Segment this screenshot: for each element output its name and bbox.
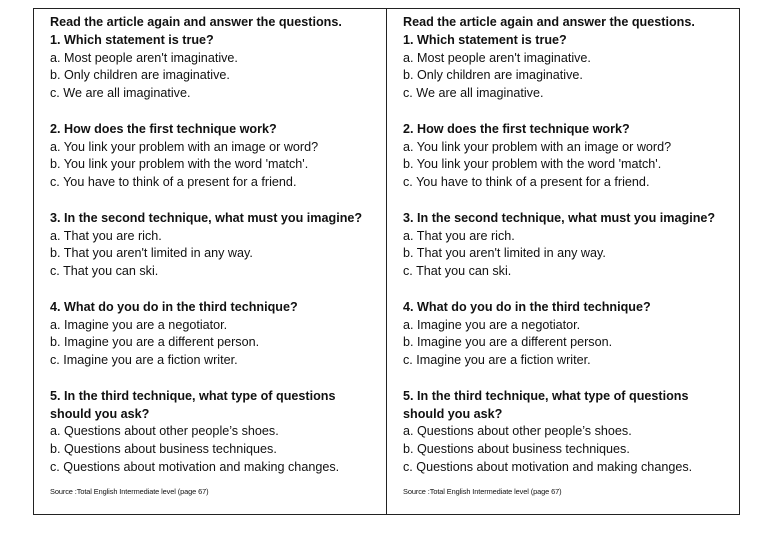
- question-block: [50, 210, 382, 281]
- question-block: [50, 121, 382, 192]
- question-text: 3. In the second technique, what must you imagine?: [403, 210, 716, 225]
- answer-option: a. You link your problem with an image or word?: [50, 139, 319, 154]
- answer-option: b. That you aren't limited in any way.: [403, 246, 606, 261]
- answer-option: a. Questions about other people’s shoes.: [403, 424, 632, 439]
- answer-option: a. Questions about other people’s shoes.: [50, 424, 279, 439]
- answer-option: a. Most people aren't imaginative.: [403, 50, 591, 65]
- question-text: 4. What do you do in the third technique?: [50, 299, 298, 314]
- answer-option: b. That you aren't limited in any way.: [50, 246, 253, 261]
- answer-option: b. Questions about business techniques.: [50, 442, 277, 457]
- answer-option: c. Questions about motivation and making changes.: [50, 459, 340, 474]
- question-text: 1. Which statement is true?: [50, 32, 214, 47]
- answer-option: a. Imagine you are a negotiator.: [50, 317, 228, 332]
- source-citation: Source :Total English Intermediate level (page 67): [50, 486, 209, 496]
- question-text-continued: should you ask?: [403, 406, 503, 421]
- answer-option: c. We are all imaginative.: [50, 86, 191, 101]
- answer-option: c. That you can ski.: [403, 264, 512, 279]
- question-text: 3. In the second technique, what must you imagine?: [50, 210, 363, 225]
- source-citation: Source :Total English Intermediate level (page 67): [403, 486, 562, 496]
- answer-option: c. You have to think of a present for a friend.: [50, 175, 297, 190]
- answer-option: b. Questions about business techniques.: [403, 442, 630, 457]
- answer-option: b. Only children are imaginative.: [403, 68, 583, 83]
- question-block: [50, 32, 382, 103]
- answer-option: b. You link your problem with the word 'match'.: [403, 157, 662, 172]
- question-block: [403, 388, 735, 477]
- answer-option: a. Most people aren't imaginative.: [50, 50, 238, 65]
- answer-option: c. That you can ski.: [50, 264, 159, 279]
- answer-option: c. Questions about motivation and making changes.: [403, 459, 693, 474]
- worksheet-heading: Read the article again and answer the questions.: [50, 15, 342, 29]
- question-text: 5. In the third technique, what type of questions: [403, 388, 689, 403]
- answer-option: c. You have to think of a present for a friend.: [403, 175, 650, 190]
- answer-option: c. We are all imaginative.: [403, 86, 544, 101]
- answer-option: c. Imagine you are a fiction writer.: [50, 353, 238, 368]
- answer-option: c. Imagine you are a fiction writer.: [403, 353, 591, 368]
- answer-option: a. You link your problem with an image or word?: [403, 139, 672, 154]
- worksheet-sheet: [33, 8, 740, 515]
- answer-option: b. Imagine you are a different person.: [403, 335, 613, 350]
- answer-option: b. You link your problem with the word 'match'.: [50, 157, 309, 172]
- worksheet-column-left: [34, 9, 386, 514]
- worksheet-heading: Read the article again and answer the questions.: [403, 15, 695, 29]
- question-text: 2. How does the first technique work?: [50, 121, 277, 136]
- question-block: [403, 299, 735, 370]
- question-block: [403, 121, 735, 192]
- question-text: 1. Which statement is true?: [403, 32, 567, 47]
- question-block: [50, 299, 382, 370]
- worksheet-column-right: [386, 9, 739, 514]
- answer-option: b. Only children are imaginative.: [50, 68, 230, 83]
- answer-option: a. That you are rich.: [50, 228, 162, 243]
- question-text: 2. How does the first technique work?: [403, 121, 630, 136]
- answer-option: b. Imagine you are a different person.: [50, 335, 260, 350]
- answer-option: a. That you are rich.: [403, 228, 515, 243]
- answer-option: a. Imagine you are a negotiator.: [403, 317, 581, 332]
- question-block: [403, 32, 735, 103]
- question-text: 4. What do you do in the third technique?: [403, 299, 651, 314]
- question-block: [403, 210, 735, 281]
- question-text-continued: should you ask?: [50, 406, 150, 421]
- question-block: [50, 388, 382, 477]
- question-text: 5. In the third technique, what type of questions: [50, 388, 336, 403]
